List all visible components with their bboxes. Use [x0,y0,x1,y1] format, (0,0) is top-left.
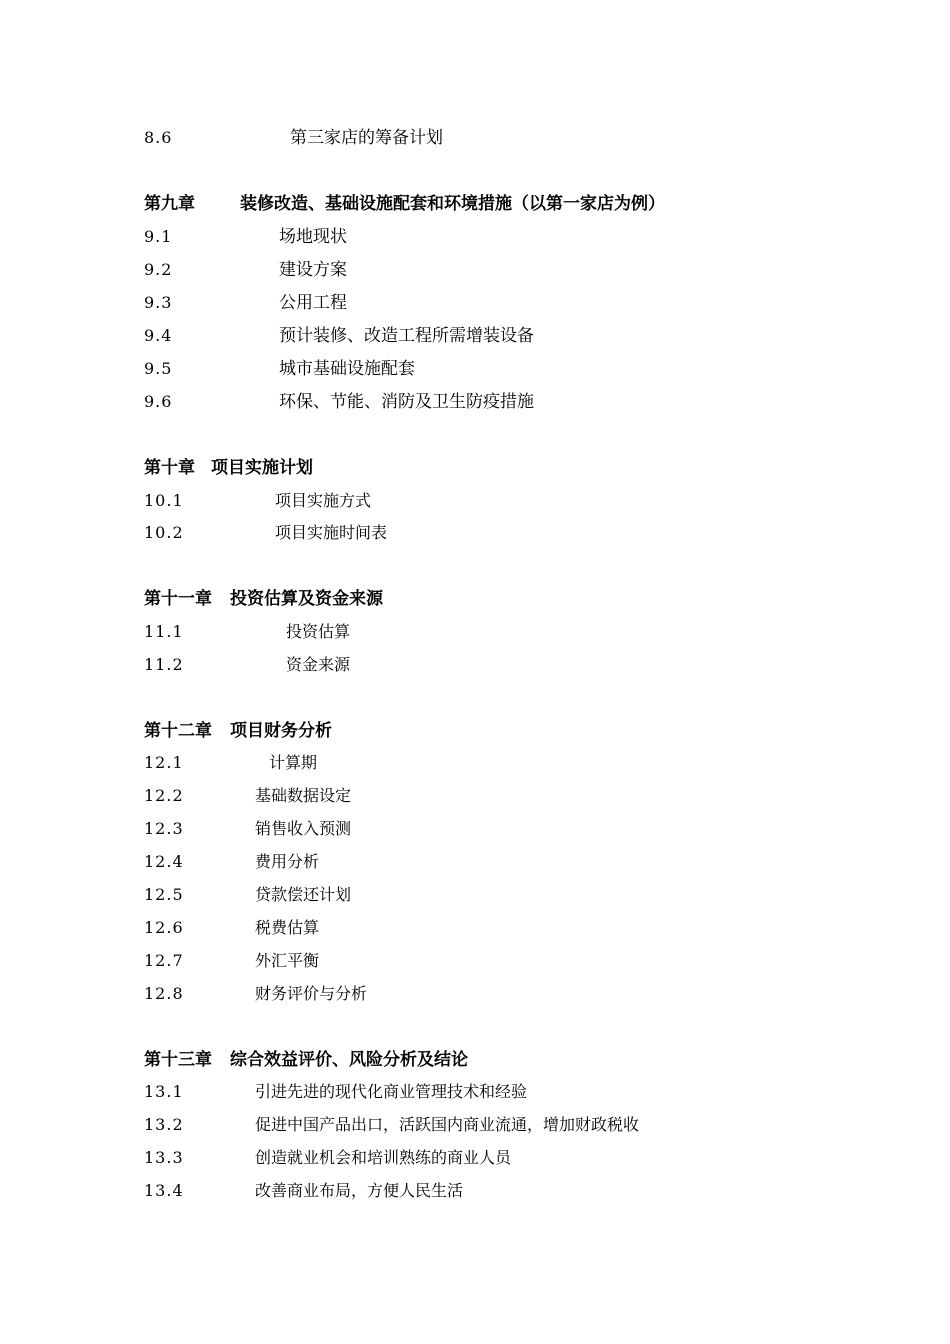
toc-entry-number: 12.5 [144,885,184,904]
toc-entry-number: 12.8 [144,984,184,1003]
toc-entry-title: 项目实施时间表 [275,523,388,542]
toc-entry-number: 11.2 [144,655,184,674]
toc-entry-title: 计算期 [269,753,318,772]
toc-entry-title: 城市基础设施配套 [279,359,415,379]
toc-entry-number: 12.3 [144,819,184,838]
toc-entry-number: 12.4 [144,852,184,871]
chapter-label: 第九章 [144,194,195,214]
chapter-label: 第十一章 [144,589,212,609]
toc-entry-title: 资金来源 [286,655,351,674]
toc-entry-number: 9.3 [144,293,173,312]
toc-entry-title: 建设方案 [279,260,347,280]
chapter-title: 项目实施计划 [211,458,313,478]
chapter-title: 项目财务分析 [230,721,332,741]
toc-entry-number: 10.2 [144,523,184,542]
toc-entry-number: 11.1 [144,622,184,641]
toc-entry-number: 13.4 [144,1181,184,1200]
toc-entry-title: 项目实施方式 [275,491,372,510]
toc-entry-title: 税费估算 [255,918,320,937]
toc-entry-title: 第三家店的筹备计划 [290,128,443,148]
toc-entry-number: 12.2 [144,786,184,805]
toc-entry-number: 12.7 [144,951,184,970]
toc-entry-number: 9.6 [144,392,173,411]
chapter-title: 装修改造、基础设施配套和环境措施（以第一家店为例） [240,194,665,214]
chapter-label: 第十二章 [144,721,212,741]
toc-entry-title: 投资估算 [286,622,351,641]
toc-entry-number: 9.1 [144,227,173,246]
toc-entry-number: 13.3 [144,1148,184,1167]
chapter-label: 第十章 [144,458,195,478]
toc-entry-title: 环保、节能、消防及卫生防疫措施 [279,392,534,412]
toc-entry-number: 9.5 [144,359,173,378]
toc-entry-title: 引进先进的现代化商业管理技术和经验 [255,1082,528,1101]
toc-entry-title: 促进中国产品出口，活跃国内商业流通，增加财政税收 [255,1115,640,1134]
toc-entry-number: 12.6 [144,918,184,937]
toc-entry-number: 9.4 [144,326,173,345]
toc-entry-title: 销售收入预测 [255,819,352,838]
chapter-title: 综合效益评价、风险分析及结论 [230,1050,468,1070]
toc-entry-number: 9.2 [144,260,173,279]
toc-entry-number: 10.1 [144,491,184,510]
toc-entry-title: 公用工程 [279,293,347,313]
toc-entry-number: 8.6 [144,128,173,147]
toc-entry-title: 外汇平衡 [255,951,320,970]
toc-entry-title: 改善商业布局，方便人民生活 [255,1181,464,1200]
toc-entry-title: 创造就业机会和培训熟练的商业人员 [255,1148,512,1167]
toc-entry-title: 贷款偿还计划 [255,885,352,904]
toc-entry-number: 13.1 [144,1082,184,1101]
toc-entry-number: 12.1 [144,753,184,772]
toc-entry-title: 财务评价与分析 [255,984,368,1003]
toc-entry-title: 费用分析 [255,852,320,871]
chapter-title: 投资估算及资金来源 [230,589,383,609]
toc-entry-title: 基础数据设定 [255,786,352,805]
toc-entry-title: 场地现状 [279,227,347,247]
toc-entry-number: 13.2 [144,1115,184,1134]
toc-entry-title: 预计装修、改造工程所需增装设备 [279,326,534,346]
chapter-label: 第十三章 [144,1050,212,1070]
